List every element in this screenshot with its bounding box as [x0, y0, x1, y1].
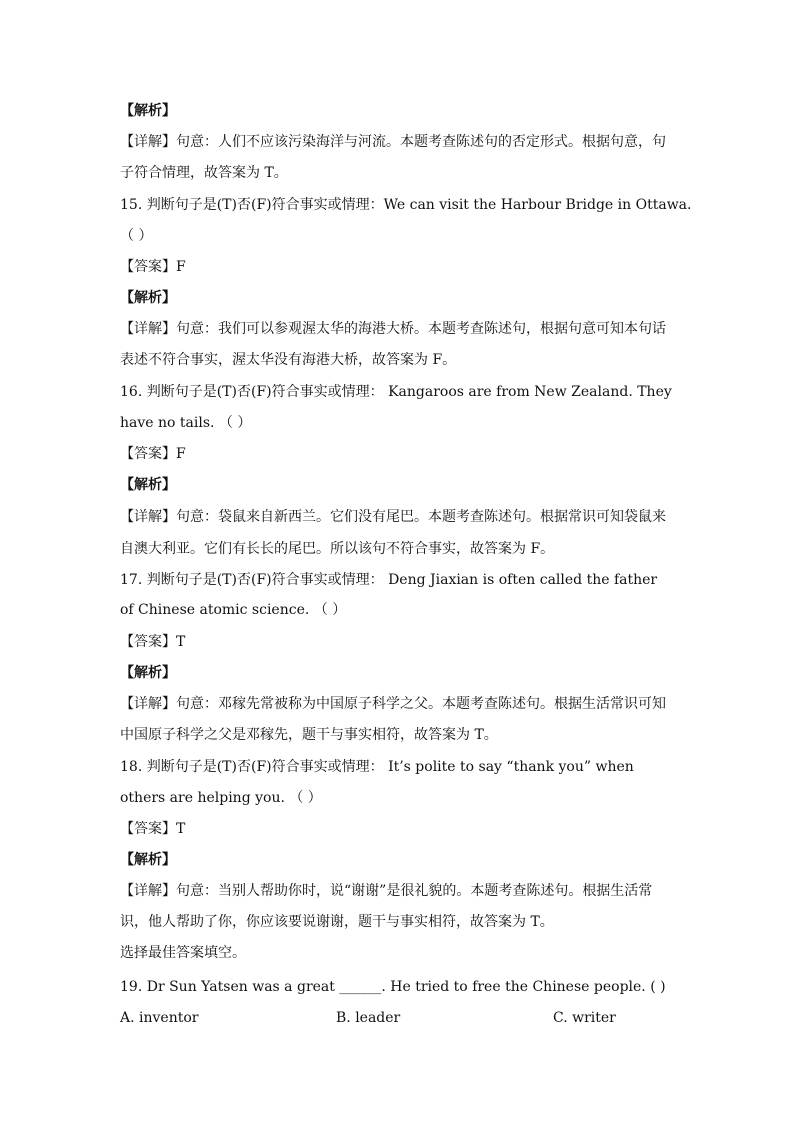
answer-line: 【答案】F: [120, 446, 186, 462]
explanation-line: 中国原子科学之父是邓稼先，题干与事实相符，故答案为 T。: [120, 727, 498, 743]
analysis-heading: 【解析】: [120, 477, 176, 493]
question-17-cont: of Chinese atomic science. （ ）: [120, 602, 347, 618]
explanation-line: 识，他人帮助了你，你应该要说谢谢，题干与事实相符，故答案为 T。: [120, 914, 554, 930]
question-16-cont: have no tails. （ ）: [120, 415, 252, 431]
option-b: B. leader: [336, 1010, 401, 1026]
option-a: A. inventor: [120, 1010, 199, 1026]
question-15: 15. 判断句子是(T)否(F)符合事实或情理：We can visit the Harbour Bridge in Ottawa.: [120, 197, 692, 213]
answer-line: 【答案】F: [120, 259, 186, 275]
question-15-blank: （ ）: [120, 228, 153, 244]
question-19: 19. Dr Sun Yatsen was a great ______. He tried to free the Chinese people. ( ): [120, 979, 666, 995]
answer-line: 【答案】T: [120, 821, 186, 837]
question-18-cont: others are helping you. （ ）: [120, 790, 322, 806]
explanation-line: 【详解】句意：人们不应该污染海洋与河流。本题考查陈述句的否定形式。根据句意，句: [120, 134, 666, 150]
question-17: 17. 判断句子是(T)否(F)符合事实或情理： Deng Jiaxian is often called the father: [120, 572, 658, 588]
analysis-heading: 【解析】: [120, 665, 176, 681]
explanation-line: 表述不符合事实，渥太华没有海港大桥，故答案为 F。: [120, 352, 457, 368]
answer-line: 【答案】T: [120, 634, 186, 650]
explanation-line: 子符合情理，故答案为 T。: [120, 165, 288, 181]
section-instruction: 选择最佳答案填空。: [120, 945, 246, 961]
explanation-line: 【详解】句意：邓稼先常被称为中国原子科学之父。本题考查陈述句。根据生活常识可知: [120, 696, 666, 712]
analysis-heading: 【解析】: [120, 103, 176, 119]
explanation-line: 【详解】句意：袋鼠来自新西兰。它们没有尾巴。本题考查陈述句。根据常识可知袋鼠来: [120, 509, 666, 525]
option-c: C. writer: [553, 1010, 616, 1026]
explanation-line: 【详解】句意：当别人帮助你时，说“谢谢”是很礼貌的。本题考查陈述句。根据生活常: [120, 883, 653, 899]
analysis-heading: 【解析】: [120, 852, 176, 868]
question-16: 16. 判断句子是(T)否(F)符合事实或情理： Kangaroos are from New Zealand. They: [120, 384, 672, 400]
explanation-line: 【详解】句意：我们可以参观渥太华的海港大桥。本题考查陈述句，根据句意可知本句话: [120, 321, 666, 337]
explanation-line: 自澳大利亚。它们有长长的尾巴。所以该句不符合事实，故答案为 F。: [120, 541, 555, 557]
question-18: 18. 判断句子是(T)否(F)符合事实或情理： It’s polite to say “thank you” when: [120, 759, 634, 775]
analysis-heading: 【解析】: [120, 290, 176, 306]
